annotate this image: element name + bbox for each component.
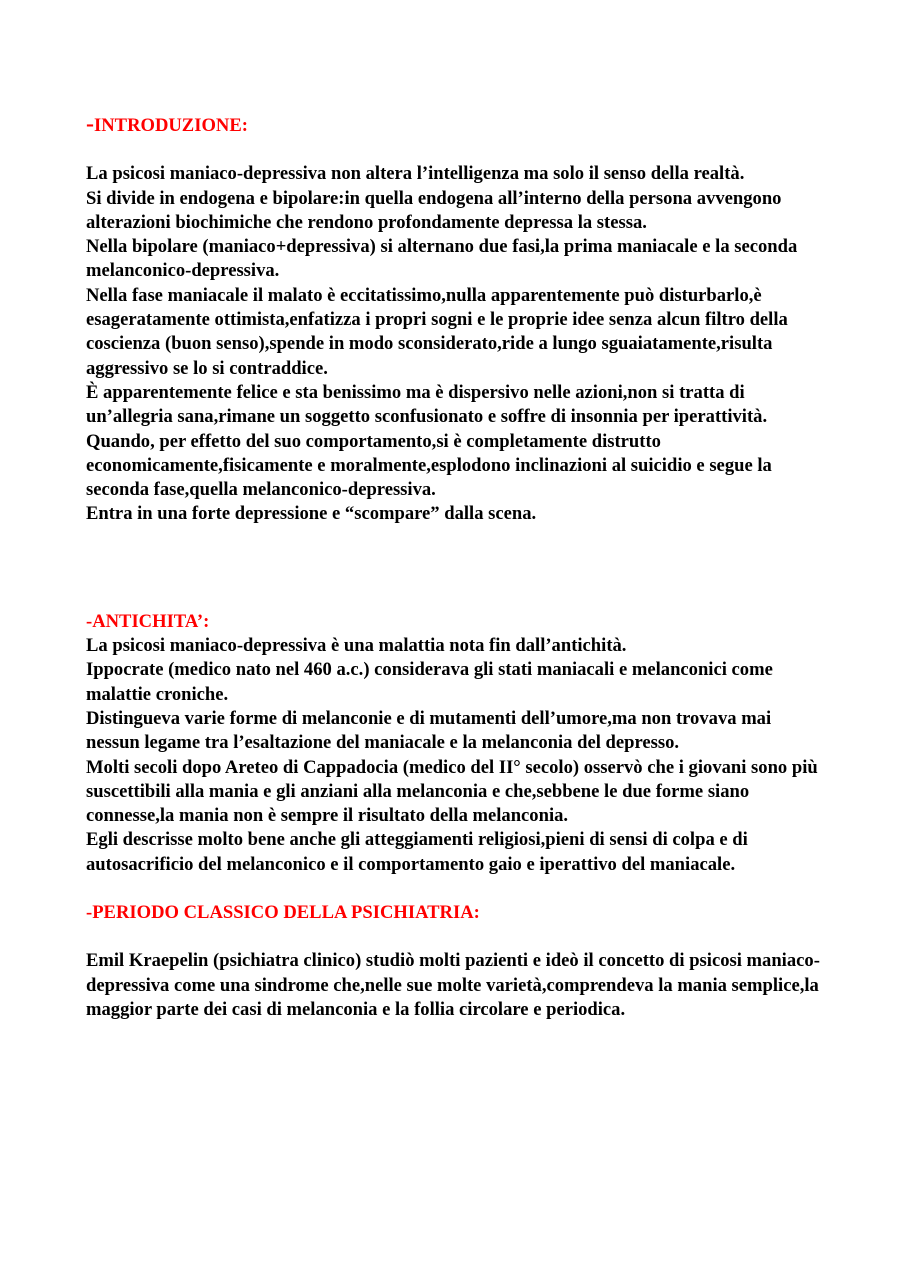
heading-dash: - [86,111,94,137]
paragraph: Distingueva varie forme di melanconie e di mutamenti dell’umore,ma non trovava mai nessun legame tra l’esaltazione del maniacale e la melanconia del depresso. [86,707,772,754]
section-introduzione [86,112,826,527]
paragraph: Nella bipolare (maniaco+depressiva) si alternano due fasi,la prima maniacale e la seconda melanconico-depressiva. [86,236,798,282]
paragraph: Entra in una forte depressione e “scompare” dalla scena. [86,503,537,525]
paragraph: Ippocrate (medico nato nel 460 a.c.) considerava gli stati maniacali e melanconici come malattie croniche. [86,659,773,705]
paragraph: È apparentemente felice e sta benissimo ma è dispersivo nelle azioni,non si tratta di un’allegria sana,rimane un soggetto sconfusionato e soffre di insonnia per iperattività. [86,381,768,428]
section-periodo-classico [86,901,826,1022]
paragraph: La psicosi maniaco-depressiva è una malattia nota fin dall’antichità. [86,635,627,657]
paragraph: Molti secoli dopo Areteo di Cappadocia (medico del II° secolo) osservò che i giovani sono più suscettibili alla mania e gli anziani alla melanconia e che,sebbene le due forme siano connesse,la mania non è sempre il risultato della melanconia. [86,756,818,827]
paragraph: La psicosi maniaco-depressiva non altera l’intelligenza ma solo il senso della realtà. [86,163,745,185]
paragraph: Emil Kraepelin (psichiatra clinico) studiò molti pazienti e ideò il concetto di psicosi maniaco-depressiva come una sindrome che,nelle sue molte varietà,comprendeva la mania semplice,la maggior parte dei casi di melanconia e la follia circolare e periodica. [86,950,820,1020]
section-antichita [86,610,826,877]
section-heading-periodo-classico: -PERIODO CLASSICO DELLA PSICHIATRIA: [86,902,480,924]
paragraph: Quando, per effetto del suo comportamento,si è completamente distrutto economicamente,fisicamente e moralmente,esplodono inclinazioni al suicidio e segue la seconda fase,quella melanconico-depressiva. [86,430,772,501]
paragraph: Egli descrisse molto bene anche gli atteggiamenti religiosi,pieni di sensi di colpa e di autosacrificio del melanconico e il comportamento gaio e iperattivo del maniacale. [86,829,748,875]
paragraph: Si divide in endogena e bipolare:in quella endogena all’interno della persona avvengono alterazioni biochimiche che rendono profondamente depressa la stessa. [86,187,782,233]
paragraph: Nella fase maniacale il malato è eccitatissimo,nulla apparentemente può disturbarlo,è esageratamente ottimista,enfatizza i propri sogni e le proprie idee senza alcun filtro della coscienza (buon senso),spende in modo sconsiderato,ride a lungo sguaiatamente,risulta aggressivo se lo si contraddice. [86,284,788,379]
section-heading-antichita: -ANTICHITA’: [86,610,210,632]
document-page [86,112,826,1022]
section-heading-introduzione [86,112,826,138]
heading-text: INTRODUZIONE: [94,115,248,136]
